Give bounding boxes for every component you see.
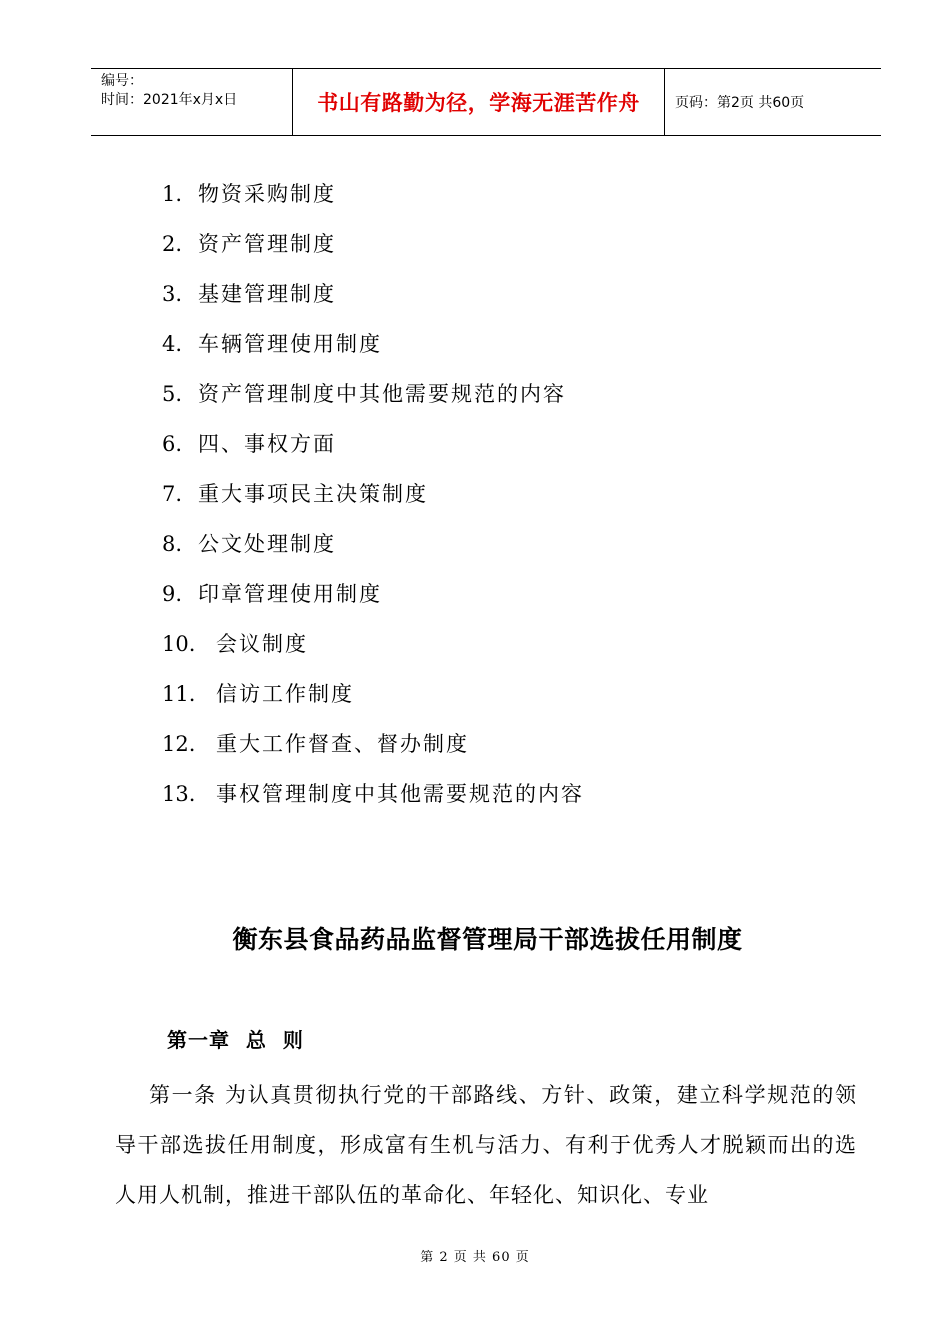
list-item-text: 物资采购制度: [198, 182, 336, 206]
list-item-number: 8.: [162, 532, 183, 556]
list-item-text: 四、事权方面: [198, 432, 336, 456]
list-item: [162, 775, 584, 825]
regulation-list: [162, 175, 584, 825]
list-item: [162, 475, 584, 525]
list-item: [162, 625, 584, 675]
list-item-text: 资产管理制度中其他需要规范的内容: [198, 382, 566, 406]
list-item-number: 9.: [162, 582, 183, 606]
list-item-number: 11.: [162, 682, 196, 706]
list-item: [162, 525, 584, 575]
list-item: [162, 225, 584, 275]
list-item-text: 会议制度: [216, 632, 308, 656]
list-item: [162, 275, 584, 325]
list-item: [162, 725, 584, 775]
list-item-number: 1.: [162, 182, 183, 206]
list-item-text: 资产管理制度: [198, 232, 336, 256]
list-item-text: 公文处理制度: [198, 532, 336, 556]
header-page-info: 页码：第2页 共60页: [675, 95, 805, 111]
header-motto: 书山有路勤为径，学海无涯苦作舟: [293, 69, 665, 135]
list-item-number: 6.: [162, 432, 183, 456]
list-item-text: 车辆管理使用制度: [198, 332, 382, 356]
list-item-number: 10.: [162, 632, 196, 656]
chapter-heading: 第一章 总 则: [167, 1028, 304, 1052]
list-item-number: 12.: [162, 732, 196, 756]
serial-label: 编号：: [101, 73, 143, 89]
list-item-number: 3.: [162, 282, 183, 306]
header-meta: [91, 69, 293, 135]
time-label: 时间：2021年x月x日: [101, 92, 238, 108]
list-item-number: 4.: [162, 332, 183, 356]
document-title: 衡东县食品药品监督管理局干部选拔任用制度: [232, 925, 743, 954]
list-item-text: 重大工作督查、督办制度: [216, 732, 469, 756]
list-item: [162, 425, 584, 475]
list-item-text: 印章管理使用制度: [198, 582, 382, 606]
list-item: [162, 325, 584, 375]
list-item-number: 13.: [162, 782, 196, 806]
list-item-text: 事权管理制度中其他需要规范的内容: [216, 782, 584, 806]
page-header: [91, 68, 881, 136]
list-item-number: 2.: [162, 232, 183, 256]
list-item-number: 5.: [162, 382, 183, 406]
body-paragraph: 第一条 为认真贯彻执行党的干部路线、方针、政策，建立科学规范的领导干部选拔任用制度，形成富有生机与活力、有利于优秀人才脱颖而出的选人用人机制，推进干部队伍的革命化、年轻化、知识化、专业: [115, 1083, 857, 1207]
list-item: [162, 575, 584, 625]
list-item-number: 7.: [162, 482, 183, 506]
list-item: [162, 375, 584, 425]
list-item-text: 信访工作制度: [216, 682, 354, 706]
page-footer: 第 2 页 共 60 页: [420, 1250, 530, 1265]
list-item-text: 基建管理制度: [198, 282, 336, 306]
list-item: [162, 675, 584, 725]
list-item-text: 重大事项民主决策制度: [198, 482, 428, 506]
list-item: [162, 175, 584, 225]
